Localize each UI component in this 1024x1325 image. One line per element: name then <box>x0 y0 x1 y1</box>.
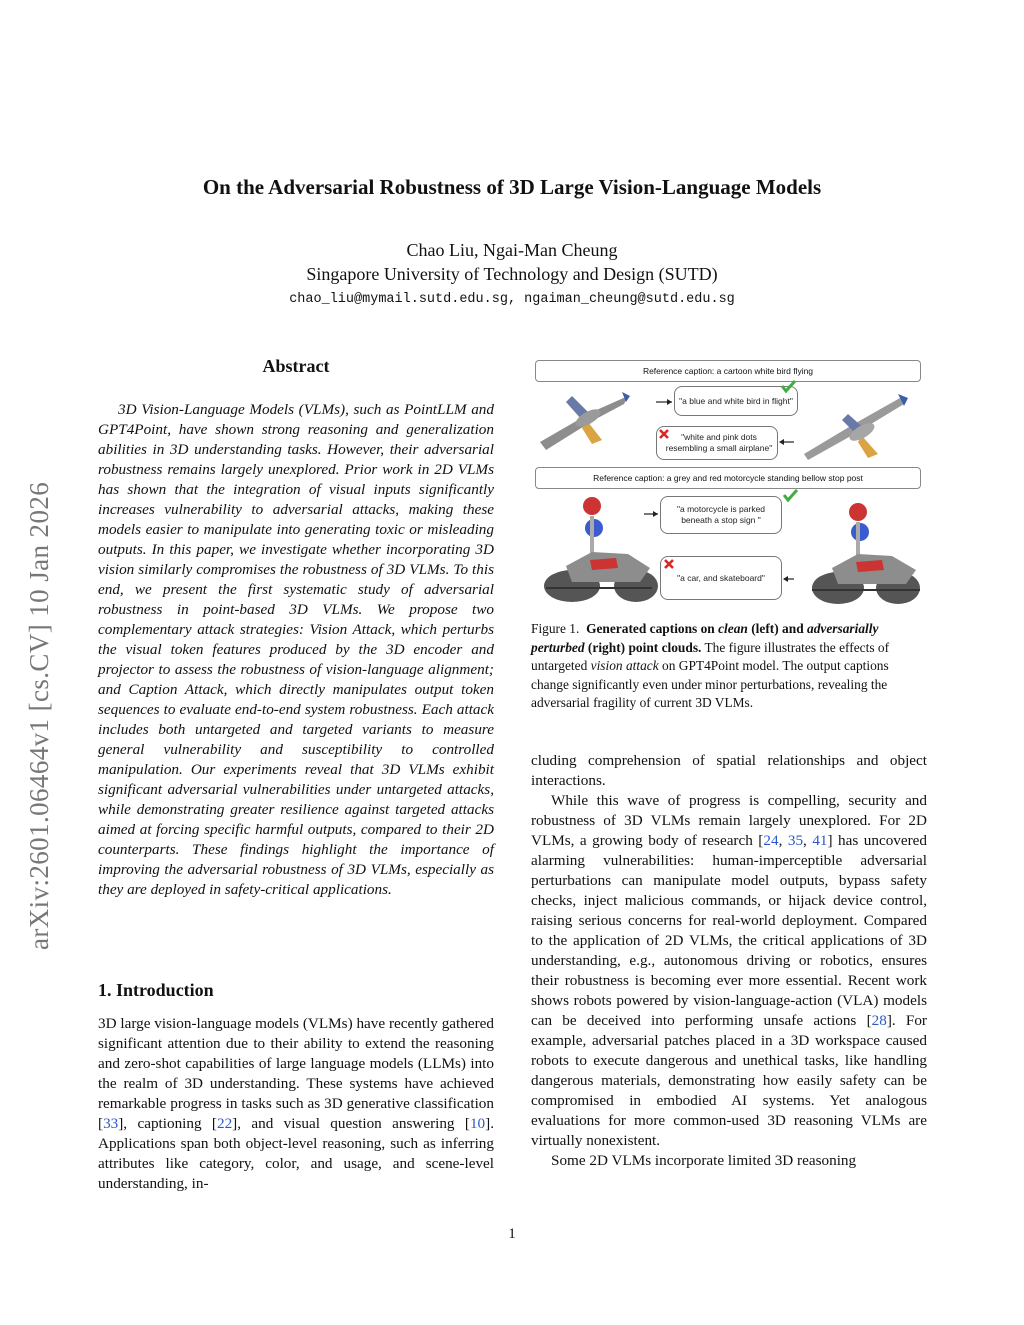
intro-paragraph: 3D large vision-language models (VLMs) have recently gathered significant attention due to their ability to extend the reasoning and zero-shot capabilities of large language models (LLMs) into the realm of 3D understanding. These systems have achieved remarkable progress in tasks such as 3D generative classification [33], captioning [22], and visual question answering [10]. Applications span both object-level reasoning, such as inferring attributes like category, color, and usage, and scene-level understanding, in- <box>98 1015 494 1192</box>
citation-link[interactable]: 33 <box>103 1115 119 1132</box>
page-number: 1 <box>508 1226 516 1242</box>
cross-icon <box>660 430 668 438</box>
figure-caption: Figure 1. Generated captions on clean (left) and adversarially perturbed (right) point clouds. The figure illustrates the effects of untargeted vision attack on GPT4Point model. The output captions change significantly even under minor perturbations, revealing the adversarial fragility of current 3D VLMs. <box>531 621 890 710</box>
point-cloud-bird-adv <box>804 394 908 460</box>
caption-bubble-adv-bird: "white and pink dots resembling a small airplane" <box>656 426 778 460</box>
paragraph: While this wave of progress is compelling, security and robustness of 3D VLMs remain largely unexplored. For 2D VLMs, a growing body of research [24, 35, 41] has uncovered alarming vulnerabilities: human-imperceptible adversarial perturbations can manipulate model outputs, bypass safety checks, inject malicious commands, or hijack device control, raising serious concerns for real-world deployment. Compared to the application of 2D VLMs, the critical applications of 3D understanding, e.g., autonomous driving or robotics, ensures their robustness is becoming ever more essential. Recent work shows robots powered by vision-language-action (VLA) models can be deceived into performing unsafe actions [28]. For example, adversarial patches placed in a 3D workspace caused robots to execute dangerous and unethical tasks, like handling dangerous materials, demonstrating how easily safety can be compromised in embodied AI systems. Yet analogous evaluations for more common-used 3D reasoning VLMs are virtually nonexistent. <box>531 792 928 1149</box>
intro-heading: 1. Introduction <box>98 980 214 1000</box>
reference-caption-motorcycle: Reference caption: a grey and red motorcycle standing bellow stop post <box>535 467 921 489</box>
citation-link[interactable]: 24 <box>763 832 779 849</box>
figure-1 <box>532 356 924 611</box>
citation-link[interactable]: 10 <box>469 1115 486 1132</box>
citation-link[interactable]: 22 <box>216 1115 233 1132</box>
caption-bubble-clean-bird: "a blue and white bird in flight" <box>674 386 798 416</box>
paragraph: Some 2D VLMs incorporate limited 3D reasoning <box>551 1152 857 1169</box>
abstract-heading: Abstract <box>262 356 330 376</box>
citation-link[interactable]: 28 <box>871 1012 887 1029</box>
abstract-text: 3D Vision-Language Models (VLMs), such as PointLLM and GPT4Point, have shown strong reasoning and generalization abilities in 3D understanding tasks. However, their adversarial robustness remains largely unexplored. Prior work in 2D VLMs has shown that the integration of visual inputs significantly increases vulnerability to adversarial attacks, making these models easier to manipulate into generating toxic or misleading outputs. In this paper, we investigate whether incorporating 3D vision similarly compromises the robustness of 3D VLMs. To this end, we present the first systematic study of adversarial robustness in point-based 3D VLMs. We propose two complementary attack strategies: Vision Attack, which perturbs the visual token features produced by the 3D encoder and projector to assess the robustness of vision-language alignment; and Caption Attack, which directly manipulates output token sequences to evaluate end-to-end system robustness. Each attack includes both untargeted and targeted variants to measure general vulnerability and susceptibility to controlled manipulation. Our experiments reveal that 3D VLMs exhibit significant adversarial vulnerabilities under untargeted attacks, while demonstrating greater resilience against targeted attacks aimed at forcing specific harmful outputs, compared to their 2D counterparts. These findings highlight the importance of improving the adversarial robustness of 3D VLMs, especially as they are deployed in safety-critical applications. <box>98 401 494 898</box>
check-icon <box>784 490 797 500</box>
paper-title: On the Adversarial Robustness of 3D Large Vision-Language Models <box>202 175 822 199</box>
citation-link[interactable]: 35 <box>787 832 804 849</box>
emails: chao_liu@mymail.sutd.edu.sg, ngaiman_cheung@sutd.edu.sg <box>289 292 735 307</box>
paragraph: cluding comprehension of spatial relationships and object interactions. <box>531 752 927 789</box>
arxiv-stamp: arXiv:2601.06464v1 [cs.CV] 10 Jan 2026 <box>24 481 54 950</box>
citation-link[interactable]: 41 <box>812 832 828 849</box>
caption-bubble-adv-moto: "a car, and skateboard" <box>660 556 782 600</box>
check-icon <box>782 381 795 391</box>
reference-caption-bird: Reference caption: a cartoon white bird flying <box>535 360 921 382</box>
authors: Chao Liu, Ngai-Man Cheung <box>406 240 618 260</box>
cross-icon <box>665 560 673 568</box>
caption-bubble-clean-moto: "a motorcycle is parked beneath a stop sign " <box>660 496 782 534</box>
point-cloud-motorcycle-clean <box>544 497 658 602</box>
point-cloud-motorcycle-adv <box>812 503 920 604</box>
right-column-text <box>531 751 927 1171</box>
point-cloud-bird-clean <box>540 392 630 450</box>
figure-graphics <box>532 356 924 611</box>
affiliation: Singapore University of Technology and Design (SUTD) <box>306 264 718 284</box>
